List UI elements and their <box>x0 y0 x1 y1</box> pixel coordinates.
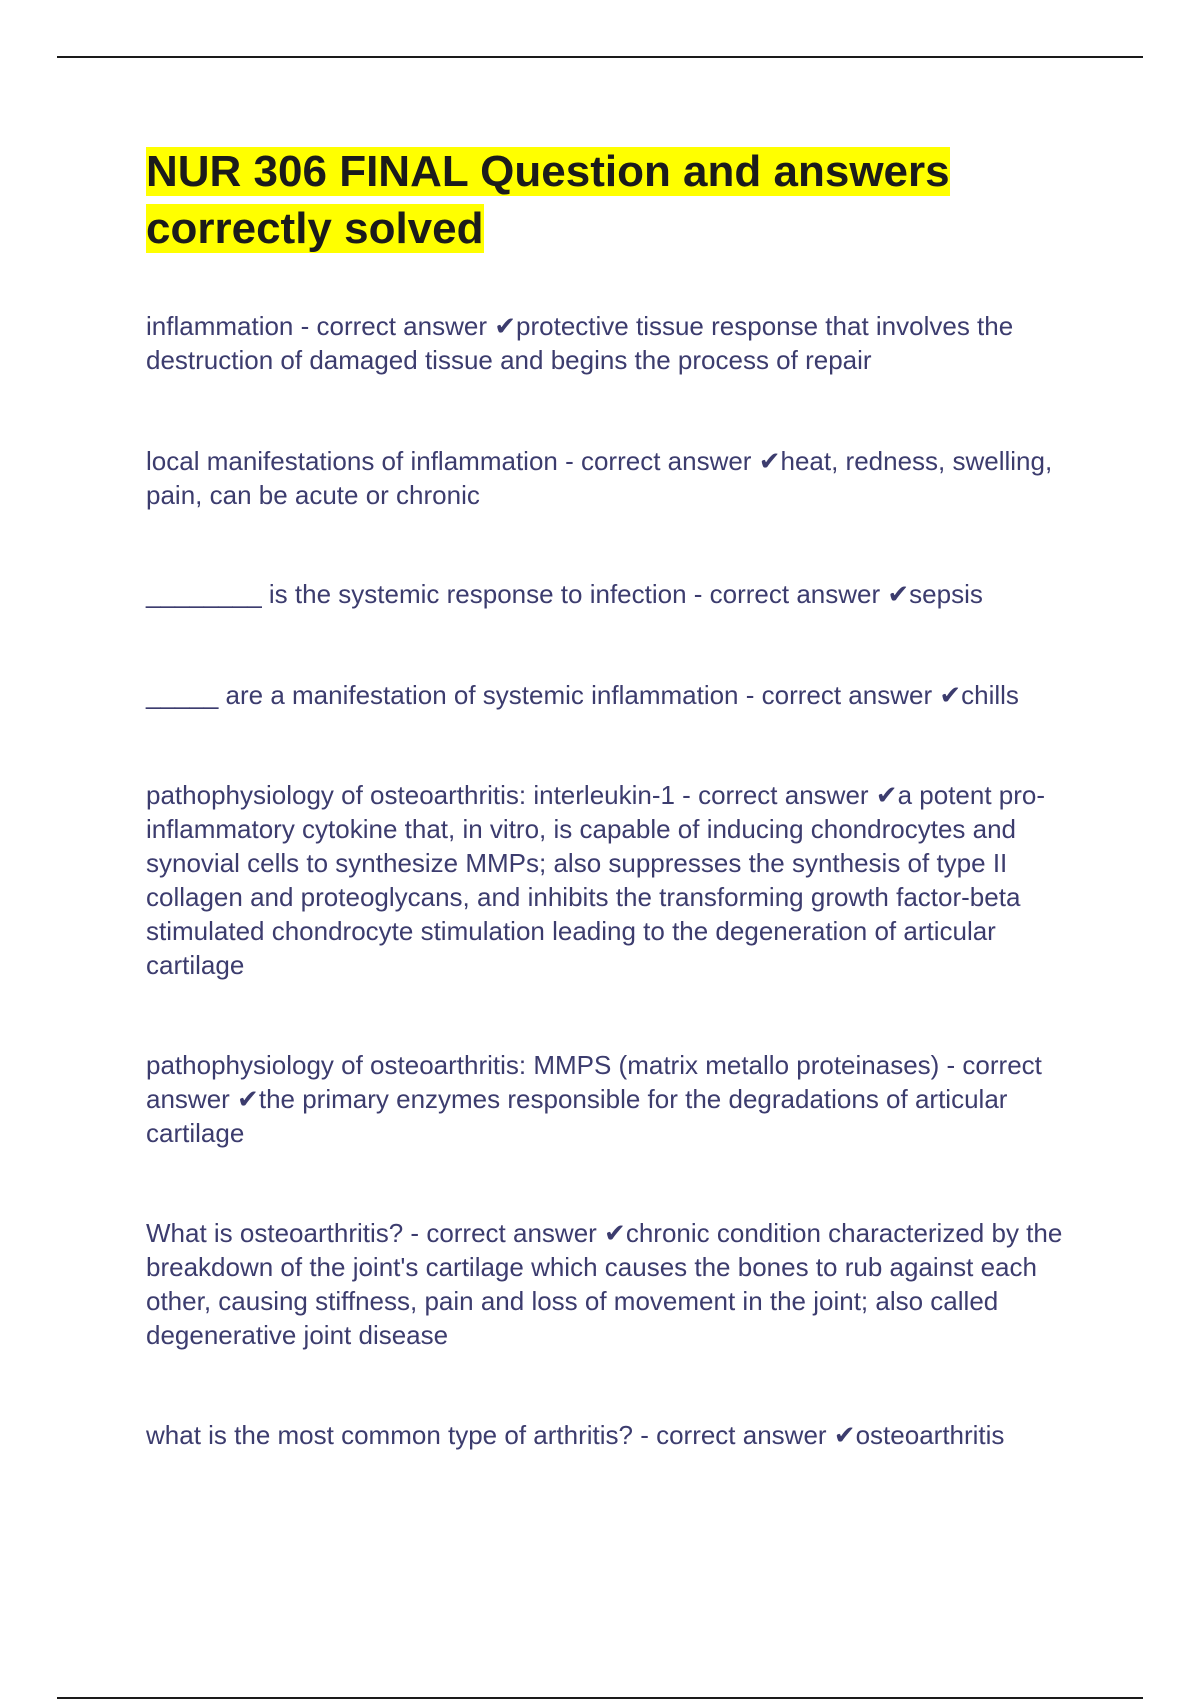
qa-answer: chills <box>961 680 1019 710</box>
qa-question: ________ is the systemic response to infection - correct answer <box>146 579 888 609</box>
qa-question: what is the most common type of arthritis? - correct answer <box>146 1420 834 1450</box>
document-body <box>146 143 1096 1452</box>
bottom-rule <box>57 1697 1143 1699</box>
qa-question: pathophysiology of osteoarthritis: interleukin-1 - correct answer <box>146 780 876 810</box>
qa-answer: protective tissue response that involves the destruction of damaged tissue and begins the process of repair <box>146 311 1014 375</box>
check-icon: ✔ <box>939 680 962 710</box>
qa-question: local manifestations of inflammation - correct answer <box>146 446 759 476</box>
qa-answer: chronic condition characterized by the breakdown of the joint's cartilage which causes the bones to rub against each other, causing stiffness, pain and loss of movement in the joint; also called degenerative joint disease <box>146 1218 1063 1350</box>
check-icon: ✔ <box>494 311 517 341</box>
qa-question: What is osteoarthritis? - correct answer <box>146 1218 605 1248</box>
document-title <box>146 143 1096 257</box>
qa-item <box>146 444 1096 512</box>
qa-item <box>146 1216 1096 1352</box>
qa-item <box>146 1418 1096 1452</box>
top-rule <box>57 56 1143 58</box>
check-icon: ✔ <box>887 579 910 609</box>
qa-answer: the primary enzymes responsible for the degradations of articular cartilage <box>146 1084 1008 1148</box>
check-icon: ✔ <box>833 1420 856 1450</box>
qa-question: inflammation - correct answer <box>146 311 495 341</box>
qa-answer: heat, redness, swelling, pain, can be acute or chronic <box>146 446 1053 510</box>
qa-answer: a potent pro-inflammatory cytokine that, in vitro, is capable of inducing chondrocytes and synovial cells to synthesize MMPs; also suppresses the synthesis of type II collagen and proteoglycans, and inhibits the transforming growth factor-beta stimulated chondrocyte stimulation leading to the degeneration of articular cartilage <box>146 780 1046 980</box>
qa-item <box>146 577 1096 611</box>
qa-item <box>146 678 1096 712</box>
check-icon: ✔ <box>875 780 898 810</box>
qa-question: _____ are a manifestation of systemic inflammation - correct answer <box>146 680 940 710</box>
title-highlight: NUR 306 FINAL Question and answers correctly solved <box>146 147 950 253</box>
qa-answer: sepsis <box>909 579 983 609</box>
qa-list <box>146 309 1096 1452</box>
check-icon: ✔ <box>758 446 781 476</box>
qa-item <box>146 309 1096 377</box>
qa-answer: osteoarthritis <box>855 1420 1005 1450</box>
qa-item <box>146 1048 1096 1150</box>
qa-question: pathophysiology of osteoarthritis: MMPS (matrix metallo proteinases) - correct answer <box>146 1050 1042 1114</box>
qa-item <box>146 778 1096 982</box>
check-icon: ✔ <box>237 1084 259 1114</box>
check-icon: ✔ <box>604 1218 626 1248</box>
